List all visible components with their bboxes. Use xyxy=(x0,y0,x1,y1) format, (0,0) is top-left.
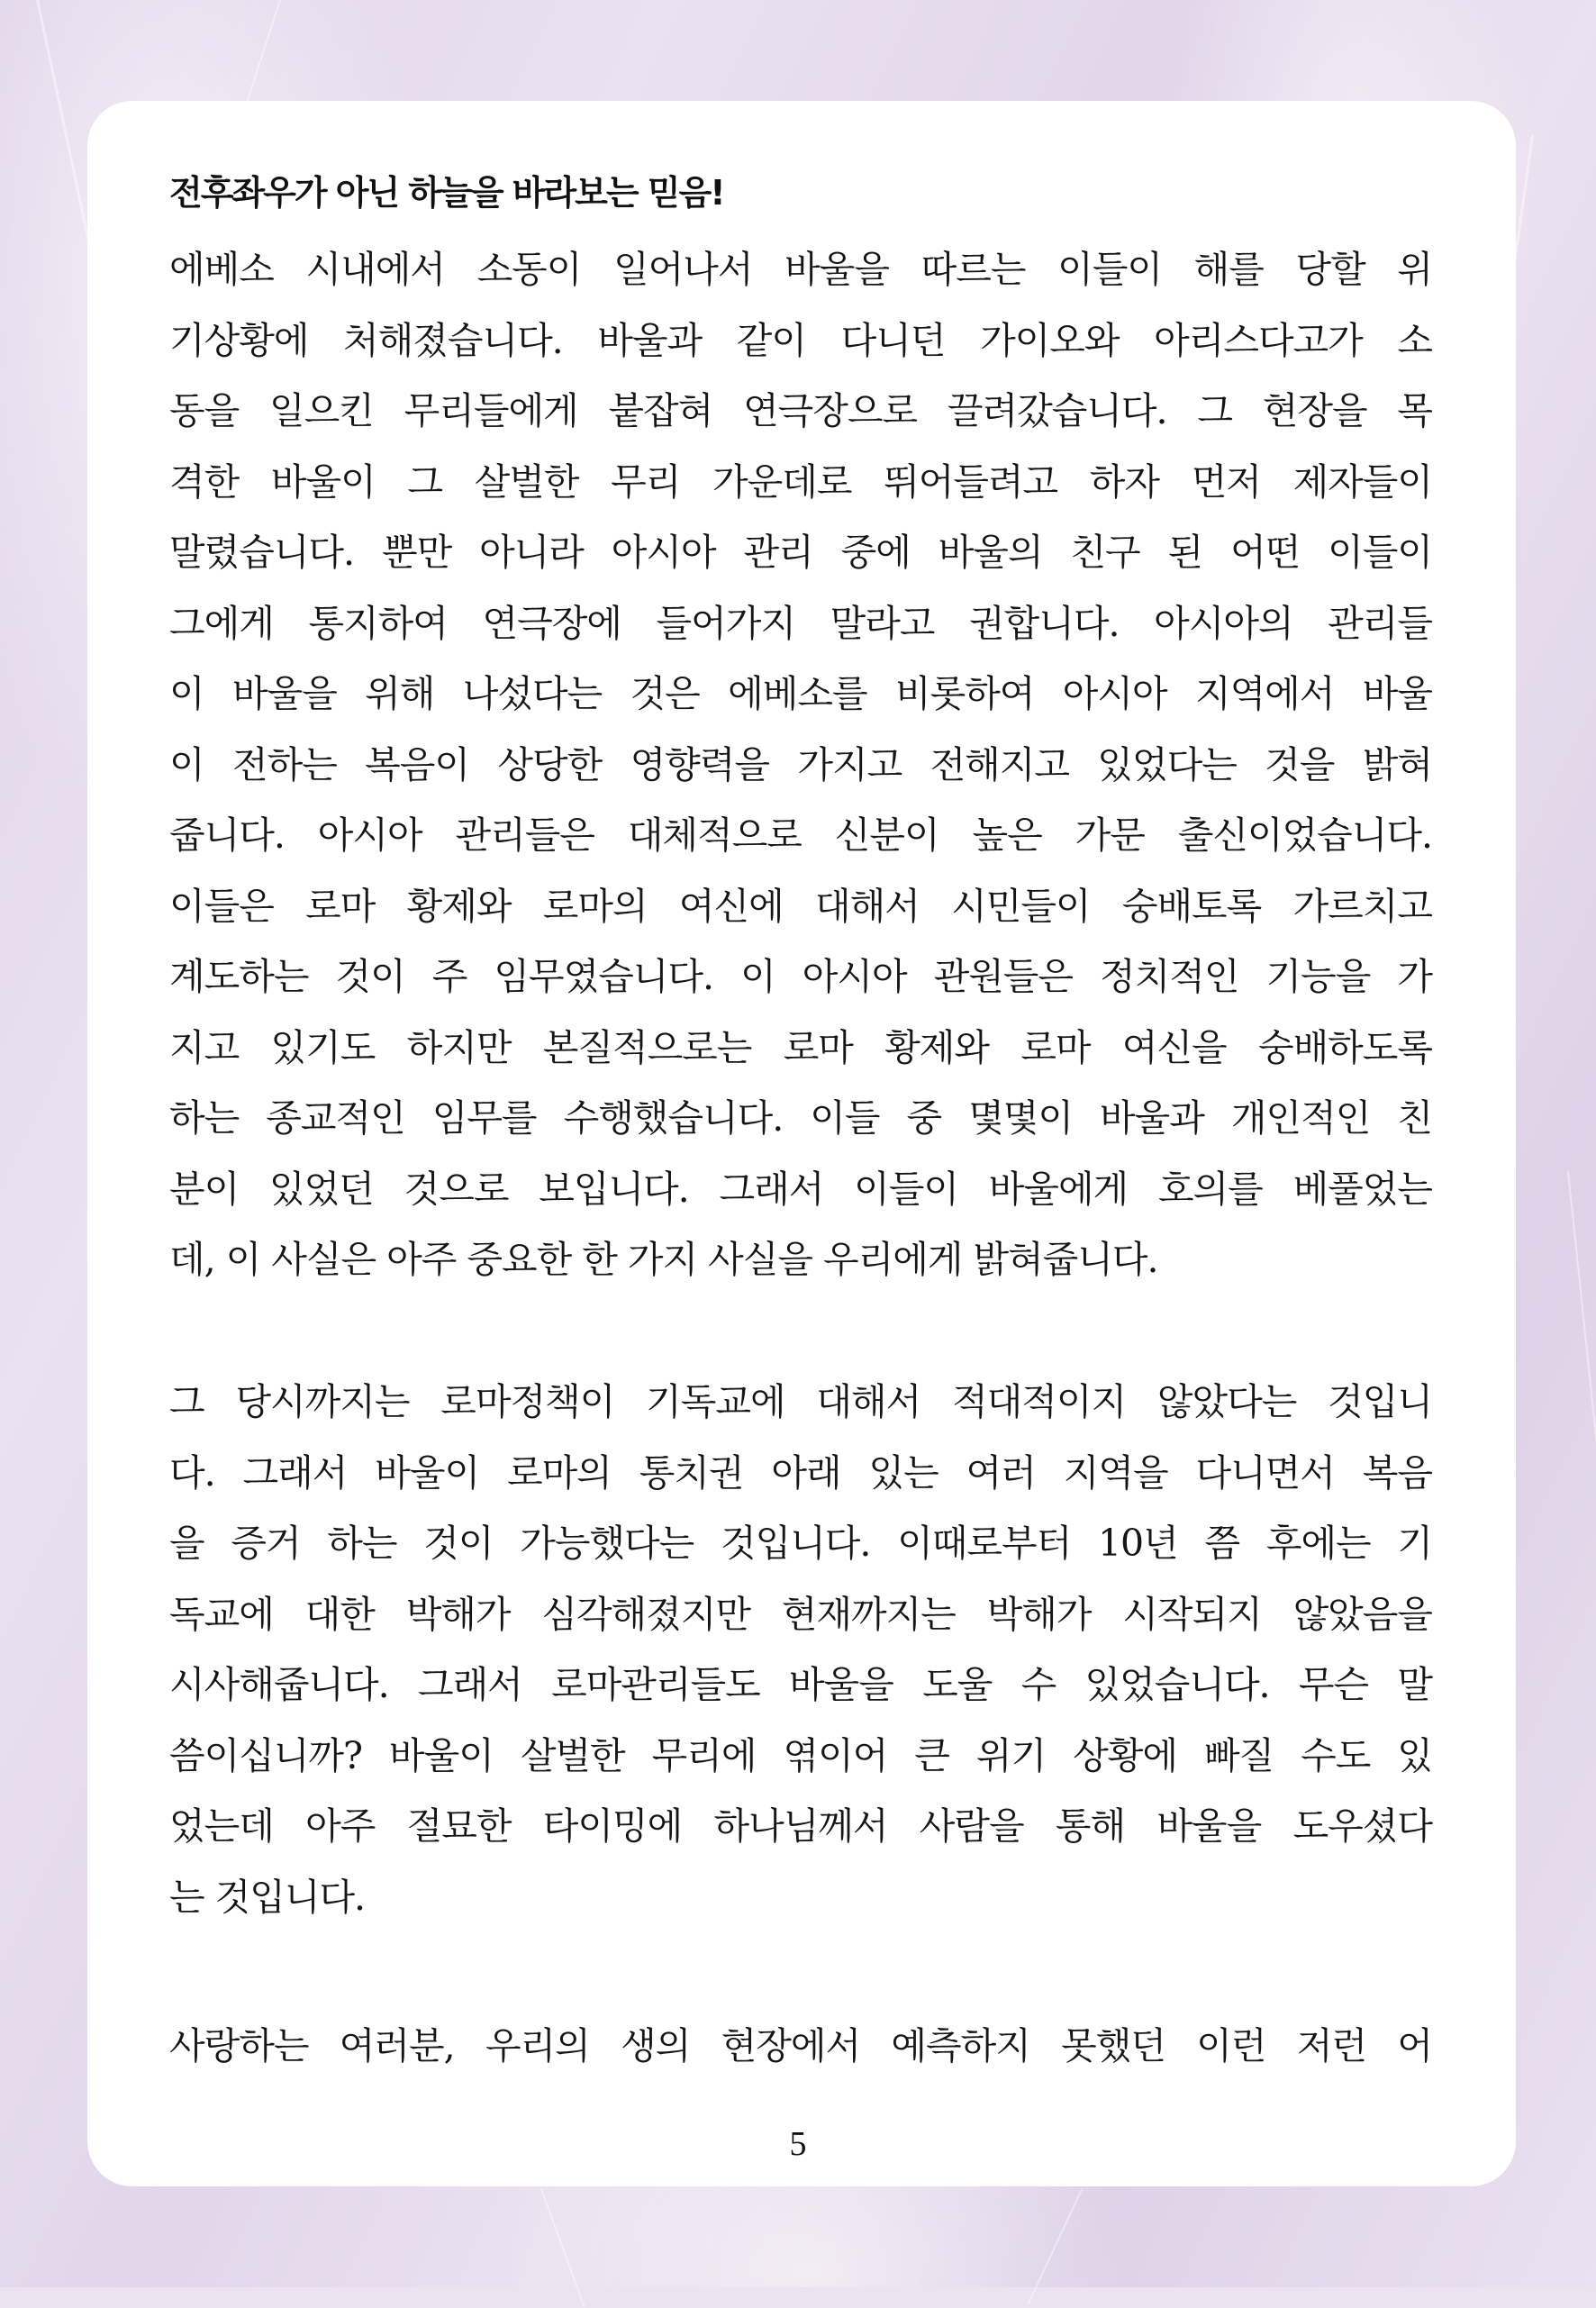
text-line: 데, 이 사실은 아주 중요한 한 가지 사실을 우리에게 밝혀줍니다. xyxy=(169,1238,1158,1281)
leaf-vein-decoration xyxy=(1567,1171,1596,1798)
paragraph-2 xyxy=(169,1367,1432,1932)
text-line: 이들은 로마 황제와 로마의 여신에 대해서 시민들이 숭배토록 가르치고 xyxy=(169,884,1432,928)
text-line: 하는 종교적인 임무를 수행했습니다. 이들 중 몇몇이 바울과 개인적인 친 xyxy=(169,1096,1432,1140)
text-line: 줍니다. 아시아 관리들은 대체적으로 신분이 높은 가문 출신이었습니다. xyxy=(169,813,1432,857)
text-line: 동을 일으킨 무리들에게 붙잡혀 연극장으로 끌려갔습니다. 그 현장을 목 xyxy=(169,389,1432,432)
text-line: 씀이십니까? 바울이 살벌한 무리에 엮이어 큰 위기 상황에 빠질 수도 있 xyxy=(169,1733,1432,1777)
text-line: 이 바울을 위해 나섰다는 것은 에베소를 비롯하여 아시아 지역에서 바울 xyxy=(169,672,1432,715)
text-line: 다. 그래서 바울이 로마의 통치권 아래 있는 여러 지역을 다니면서 복음 xyxy=(169,1450,1432,1495)
text-line: 그에게 통지하여 연극장에 들어가지 말라고 권합니다. 아시아의 관리들 xyxy=(169,601,1432,645)
text-line: 지고 있기도 하지만 본질적으로는 로마 황제와 로마 여신을 숭배하도록 xyxy=(169,1025,1432,1069)
text-line: 독교에 대한 박해가 심각해졌지만 현재까지는 박해가 시작되지 않았음을 xyxy=(169,1592,1432,1636)
text-line: 그 당시까지는 로마정책이 기독교에 대해서 적대적이지 않았다는 것입니 xyxy=(169,1380,1432,1423)
leaf-vein-decoration xyxy=(540,2188,585,2307)
text-line: 분이 있었던 것으로 보입니다. 그래서 이들이 바울에게 호의를 베풀었는 xyxy=(169,1167,1432,1211)
page-title: 전후좌우가 아닌 하늘을 바라보는 믿음! xyxy=(169,173,724,213)
text-line: 기상황에 처해졌습니다. 바울과 같이 다니던 가이오와 아리스다고가 소 xyxy=(169,318,1432,362)
leaf-vein-decoration xyxy=(246,0,281,104)
text-line: 는 것입니다. xyxy=(169,1875,366,1919)
paragraph-3 xyxy=(169,2011,1432,2082)
text-line: 시사해줍니다. 그래서 로마관리들도 바울을 도울 수 있었습니다. 무슨 말 xyxy=(169,1663,1432,1706)
paragraph-1 xyxy=(169,234,1432,1295)
text-line: 이 전하는 복음이 상당한 영향력을 가지고 전해지고 있었다는 것을 밝혀 xyxy=(169,742,1432,786)
text-line: 격한 바울이 그 살벌한 무리 가운데로 뛰어들려고 하자 먼저 제자들이 xyxy=(169,459,1432,504)
text-line: 사랑하는 여러분, 우리의 생의 현장에서 예측하지 못했던 이런 저런 어 xyxy=(169,2024,1432,2067)
text-line: 에베소 시내에서 소동이 일어나서 바울을 따르는 이들이 해를 당할 위 xyxy=(169,248,1432,291)
text-line: 말렸습니다. 뿐만 아니라 아시아 관리 중에 바울의 친구 된 어떤 이들이 xyxy=(169,531,1432,574)
page-number: 5 xyxy=(789,2125,807,2163)
text-line: 을 증거 하는 것이 가능했다는 것입니다. 이때로부터 10년 쯤 후에는 기 xyxy=(169,1522,1432,1565)
text-line: 계도하는 것이 주 임무였습니다. 이 아시아 관원들은 정치적인 기능을 가 xyxy=(169,955,1432,998)
text-line: 었는데 아주 절묘한 타이밍에 하나님께서 사람을 통해 바울을 도우셨다 xyxy=(169,1804,1432,1848)
